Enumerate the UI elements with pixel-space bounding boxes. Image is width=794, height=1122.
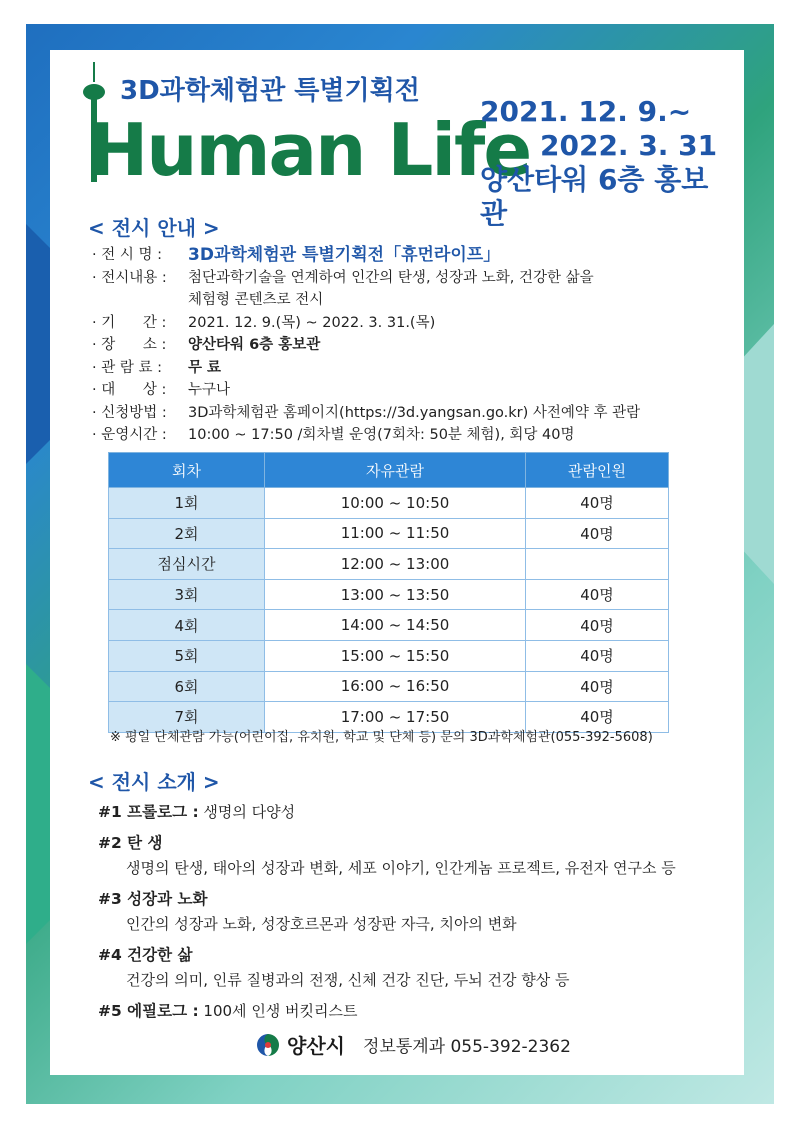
schedule-table [108, 452, 669, 733]
info-label: · 운영시간 : [92, 427, 172, 443]
table-cell: 4회 [109, 610, 265, 641]
city-logo-icon [255, 1032, 281, 1058]
table-cell: 40명 [526, 702, 669, 733]
info-row [92, 402, 712, 425]
end-date: 2022. 3. 31 [540, 129, 718, 162]
section-heading-intro: < 전시 소개 > [88, 770, 220, 794]
intro-item [98, 831, 738, 881]
info-label: · 장 소 : [92, 337, 171, 353]
table-cell: 15:00 ~ 15:50 [265, 640, 526, 671]
table-cell: 40명 [526, 488, 669, 519]
table-row [109, 671, 669, 702]
table-cell: 3회 [109, 579, 265, 610]
intro-list [98, 800, 738, 1030]
intro-text: 건강의 의미, 인류 질병과의 전쟁, 신체 건강 진단, 두뇌 건강 향상 등 [126, 971, 570, 989]
footer [255, 1030, 571, 1059]
info-row [92, 334, 712, 357]
table-cell: 10:00 ~ 10:50 [265, 488, 526, 519]
info-value: 3D과학체험관 홈페이지(https://3d.yangsan.go.kr) 사전예약 후 관람 [188, 404, 641, 421]
table-cell: 40명 [526, 579, 669, 610]
intro-heading: #5 에필로그 : [98, 1002, 199, 1020]
info-label: · 신청방법 : [92, 404, 172, 421]
table-cell: 17:00 ~ 17:50 [265, 702, 526, 733]
table-cell: 12:00 ~ 13:00 [265, 549, 526, 580]
info-label: · 대 상 : [92, 382, 171, 398]
column-header: 자유관람 [265, 453, 526, 488]
info-value: 10:00 ~ 17:50 /회차별 운영(7회차: 50분 체험), 회당 40명 [188, 427, 575, 443]
table-cell: 5회 [109, 640, 265, 671]
info-value: 2021. 12. 9.(목) ~ 2022. 3. 31.(목) [188, 314, 436, 331]
intro-heading: #2 탄 생 [98, 834, 163, 852]
intro-heading: #3 성장과 노화 [98, 890, 208, 908]
table-note: ※ 평일 단체관람 가능(어린이집, 유치원, 학교 및 단체 등) 문의 3D과학체험관(055-392-5608) [110, 730, 653, 745]
table-cell: 40명 [526, 610, 669, 641]
table-header-row [109, 453, 669, 488]
info-row [92, 424, 712, 447]
info-value: 3D과학체험관 특별기획전「휴먼라이프」 [188, 245, 501, 265]
start-date: 2021. 12. 9.~ [480, 95, 692, 128]
table-row [109, 640, 669, 671]
intro-item [98, 800, 738, 825]
table-cell: 1회 [109, 488, 265, 519]
info-list [92, 244, 712, 447]
info-continued: 체험형 콘텐츠로 전시 [188, 292, 324, 308]
intro-text: 100세 인생 버킷리스트 [198, 1002, 358, 1020]
intro-item [98, 999, 738, 1024]
info-row [92, 357, 712, 380]
city-logo-text: 양산시 [287, 1034, 345, 1058]
intro-text: 생명의 탄생, 태아의 성장과 변화, 세포 이야기, 인간게놈 프로젝트, 유전자 연구소 등 [126, 859, 676, 877]
intro-text: 생명의 다양성 [198, 803, 296, 821]
table-row [109, 579, 669, 610]
intro-heading: #4 건강한 삶 [98, 946, 193, 964]
table-cell: 6회 [109, 671, 265, 702]
event-dates [480, 95, 720, 231]
intro-item [98, 943, 738, 993]
table-cell: 점심시간 [109, 549, 265, 580]
table-cell: 7회 [109, 702, 265, 733]
info-row [92, 312, 712, 335]
table-row [109, 488, 669, 519]
column-header: 회차 [109, 453, 265, 488]
info-value: 양산타워 6층 홍보관 [188, 337, 321, 353]
table-cell: 13:00 ~ 13:50 [265, 579, 526, 610]
table-cell: 40명 [526, 640, 669, 671]
info-label: · 전시내용 : [92, 269, 172, 286]
intro-heading: #1 프롤로그 : [98, 803, 199, 821]
contact-info: 정보통계과 055-392-2362 [362, 1037, 571, 1057]
table-cell: 2회 [109, 518, 265, 549]
info-value: 누구나 [188, 382, 231, 398]
table-row [109, 610, 669, 641]
info-value: 무 료 [188, 359, 222, 376]
info-label: · 기 간 : [92, 314, 171, 331]
table-row [109, 549, 669, 580]
intro-item [98, 887, 738, 937]
table-cell: 40명 [526, 671, 669, 702]
venue: 양산타워 6층 홍보관 [480, 163, 709, 230]
table-cell: 11:00 ~ 11:50 [265, 518, 526, 549]
section-heading-info: < 전시 안내 > [88, 216, 220, 240]
info-label: · 전 시 명 : [92, 247, 167, 263]
column-header: 관람인원 [526, 453, 669, 488]
info-label: · 관 람 료 : [92, 359, 167, 376]
intro-text: 인간의 성장과 노화, 성장호르몬과 성장판 자극, 치아의 변화 [126, 915, 517, 933]
table-cell: 14:00 ~ 14:50 [265, 610, 526, 641]
info-row [92, 379, 712, 402]
table-cell: 40명 [526, 518, 669, 549]
table-cell: 16:00 ~ 16:50 [265, 671, 526, 702]
page-title: Human Life [88, 108, 531, 192]
subtitle: 3D과학체험관 특별기획전 [120, 76, 420, 106]
info-row [92, 267, 712, 290]
table-cell [526, 549, 669, 580]
info-value: 첨단과학기술을 연계하여 인간의 탄생, 성장과 노화, 건강한 삶을 [188, 269, 594, 286]
info-row [92, 244, 712, 267]
table-row [109, 518, 669, 549]
